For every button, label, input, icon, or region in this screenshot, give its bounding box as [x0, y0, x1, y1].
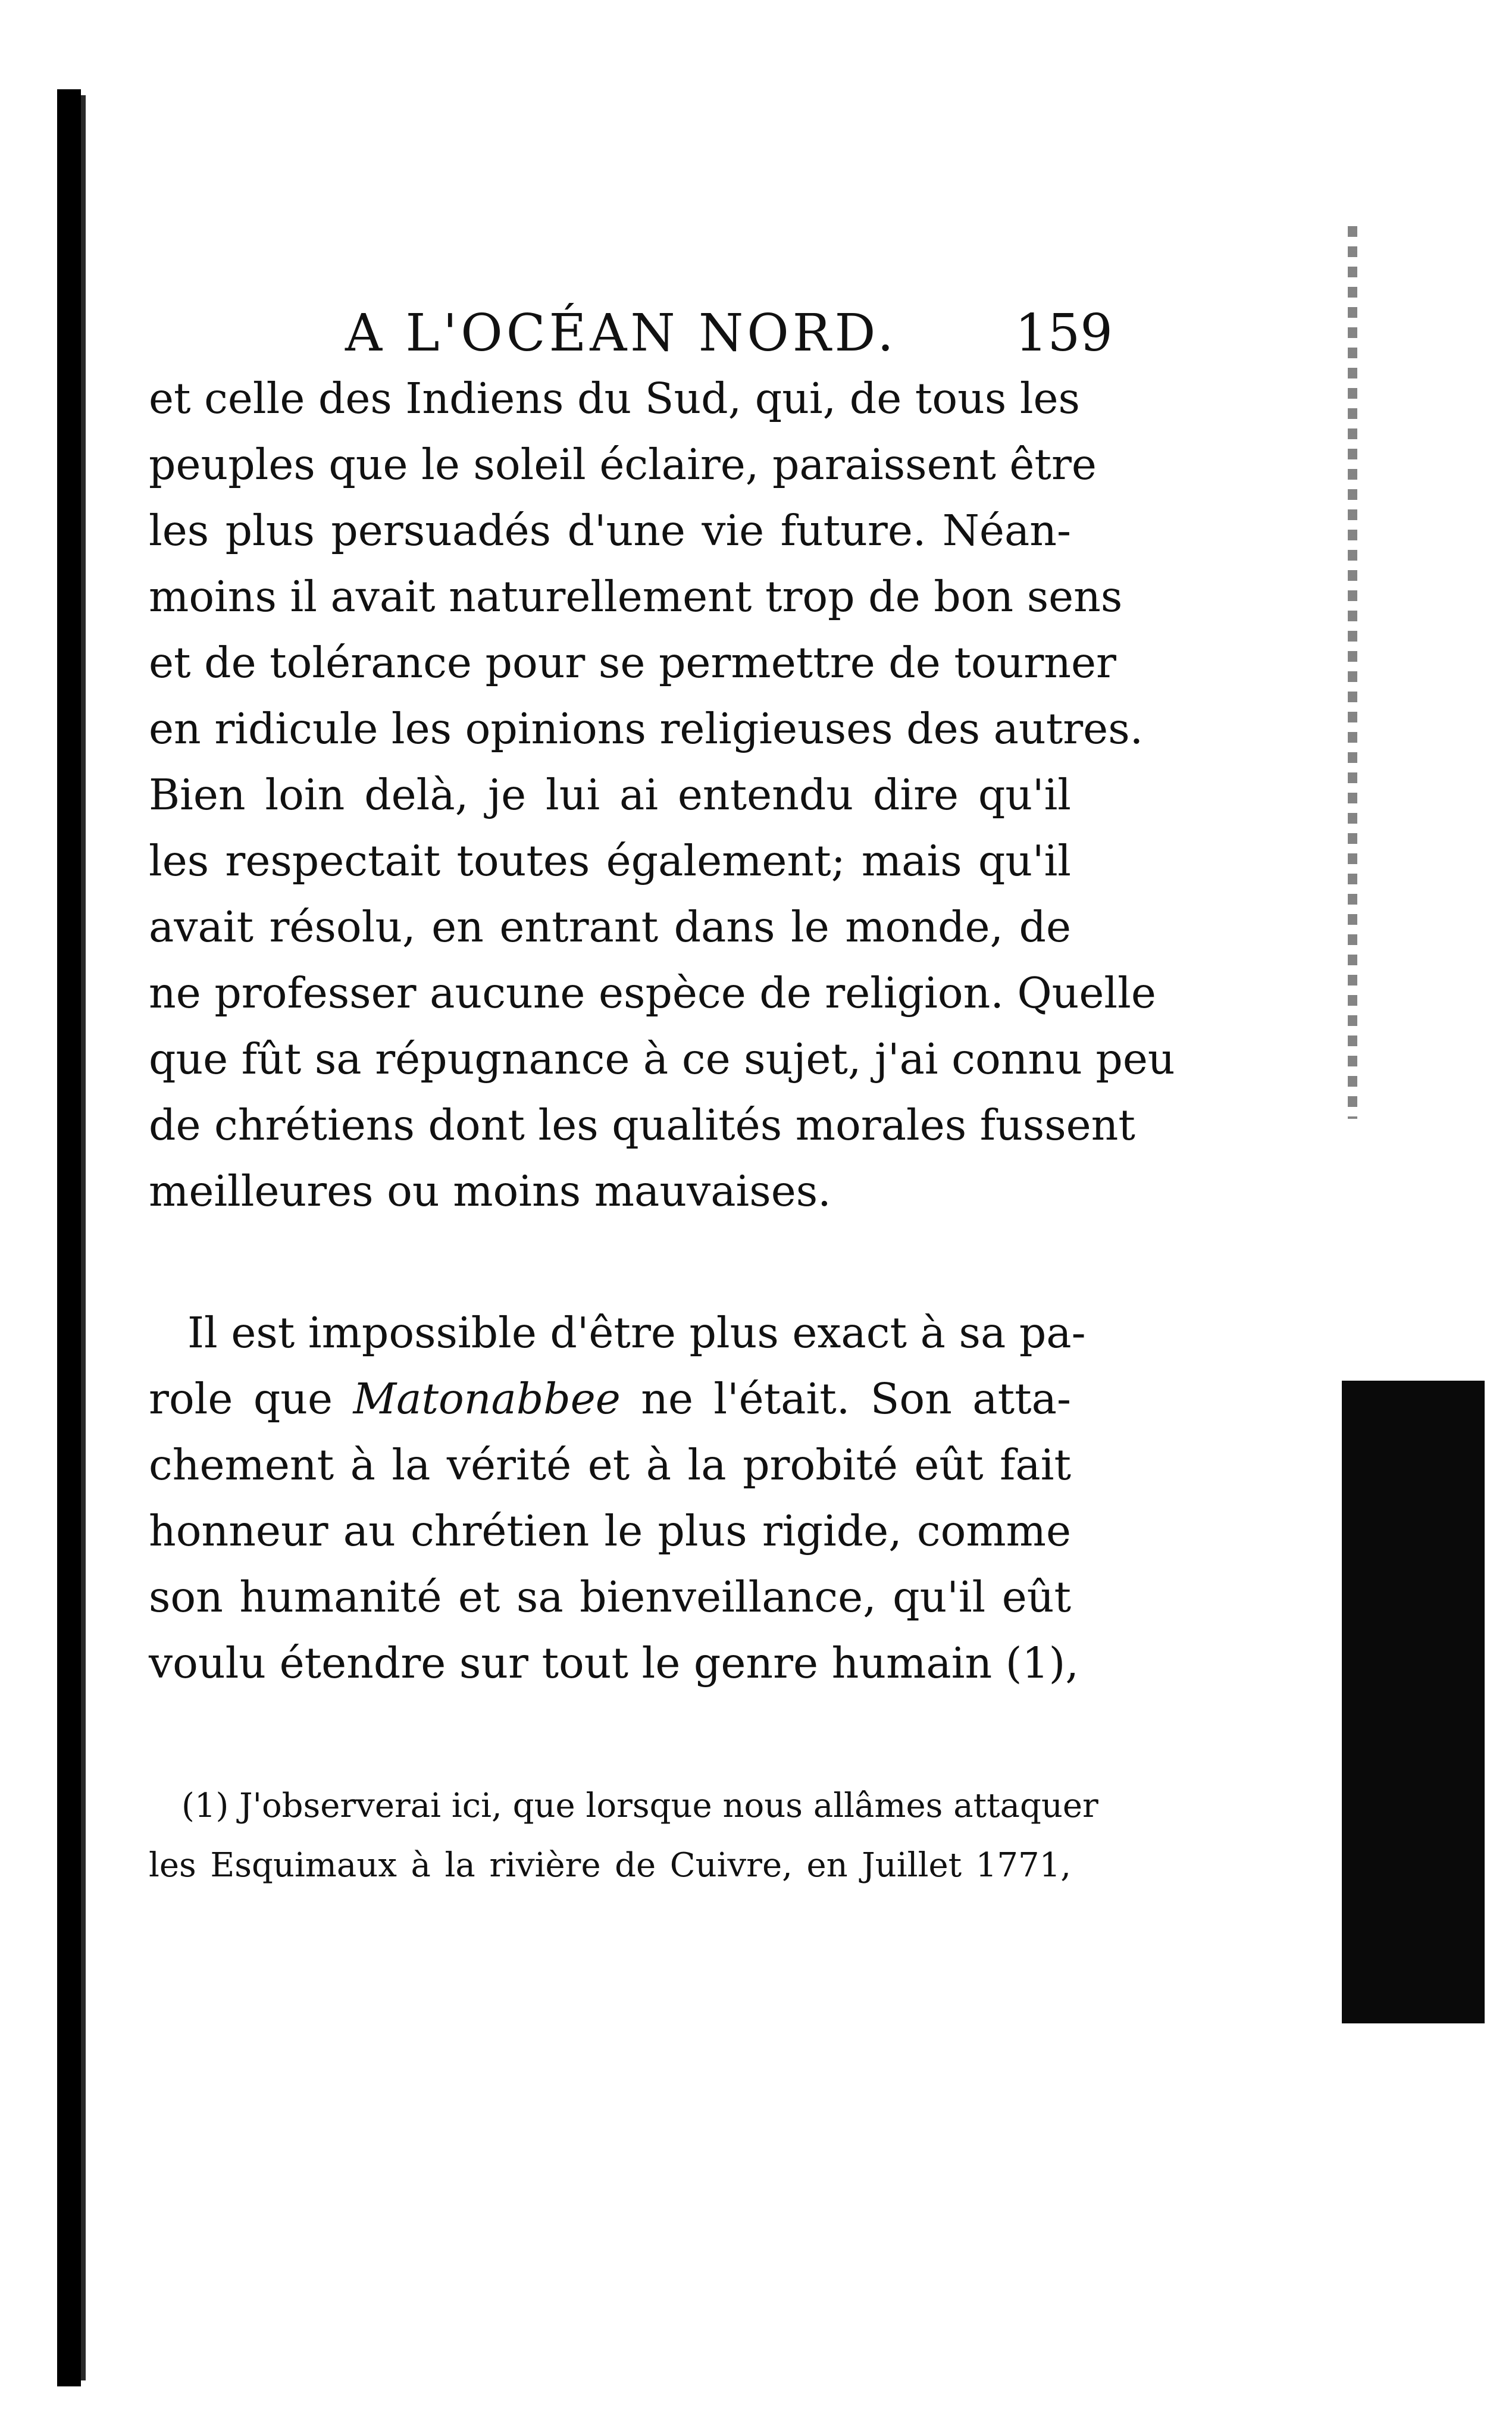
person-name: Matonabbee: [353, 1374, 621, 1424]
text-line: moins il avait naturellement trop de bon sens: [149, 572, 1123, 621]
footnote-line: (1) J'observerai ici, que lorsque nous allâmes attaquer: [181, 1787, 1098, 1825]
text-line: [149, 1369, 1071, 1429]
running-head: A L'OCÉAN NORD.: [345, 304, 897, 363]
text-line: Bien loin delà, je lui ai entendu dire qu'il: [149, 770, 1071, 819]
text-line: voulu étendre sur tout le genre humain (1),: [149, 1638, 1079, 1688]
footnote-line: les Esquimaux à la rivière de Cuivre, en Juillet 1771,: [149, 1846, 1071, 1885]
adjacent-page-edge: [1348, 226, 1357, 1119]
scan-dark-block: [1342, 1381, 1485, 2023]
text-segment: ne l'était. Son atta-: [620, 1374, 1071, 1424]
text-line: honneur au chrétien le plus rigide, comme: [149, 1506, 1071, 1556]
text-line: en ridicule les opinions religieuses des autres.: [149, 704, 1144, 753]
page-header: [345, 298, 1113, 369]
text-line: avait résolu, en entrant dans le monde, de: [149, 902, 1071, 952]
text-line: peuples que le soleil éclaire, paraissent être: [149, 440, 1097, 489]
text-line: ne professer aucune espèce de religion. Quelle: [149, 968, 1156, 1018]
text-segment: role que: [149, 1374, 353, 1424]
text-line: Il est impossible d'être plus exact à sa pa-: [187, 1308, 1086, 1357]
text-line: son humanité et sa bienveillance, qu'il eût: [149, 1572, 1071, 1622]
text-line: et de tolérance pour se permettre de tourner: [149, 638, 1116, 687]
text-line: que fût sa répugnance à ce sujet, j'ai connu peu: [149, 1034, 1175, 1084]
book-spine-shadow: [57, 89, 81, 2386]
text-line: et celle des Indiens du Sud, qui, de tous les: [149, 374, 1080, 423]
text-line: les plus persuadés d'une vie future. Néan-: [149, 506, 1071, 555]
text-line: de chrétiens dont les qualités morales fussent: [149, 1100, 1135, 1150]
text-line: les respectait toutes également; mais qu'il: [149, 836, 1071, 886]
page-number: 159: [1015, 304, 1113, 363]
text-line: chement à la vérité et à la probité eût fait: [149, 1440, 1071, 1490]
text-line: meilleures ou moins mauvaises.: [149, 1166, 831, 1216]
book-spine-edge: [81, 95, 86, 2380]
